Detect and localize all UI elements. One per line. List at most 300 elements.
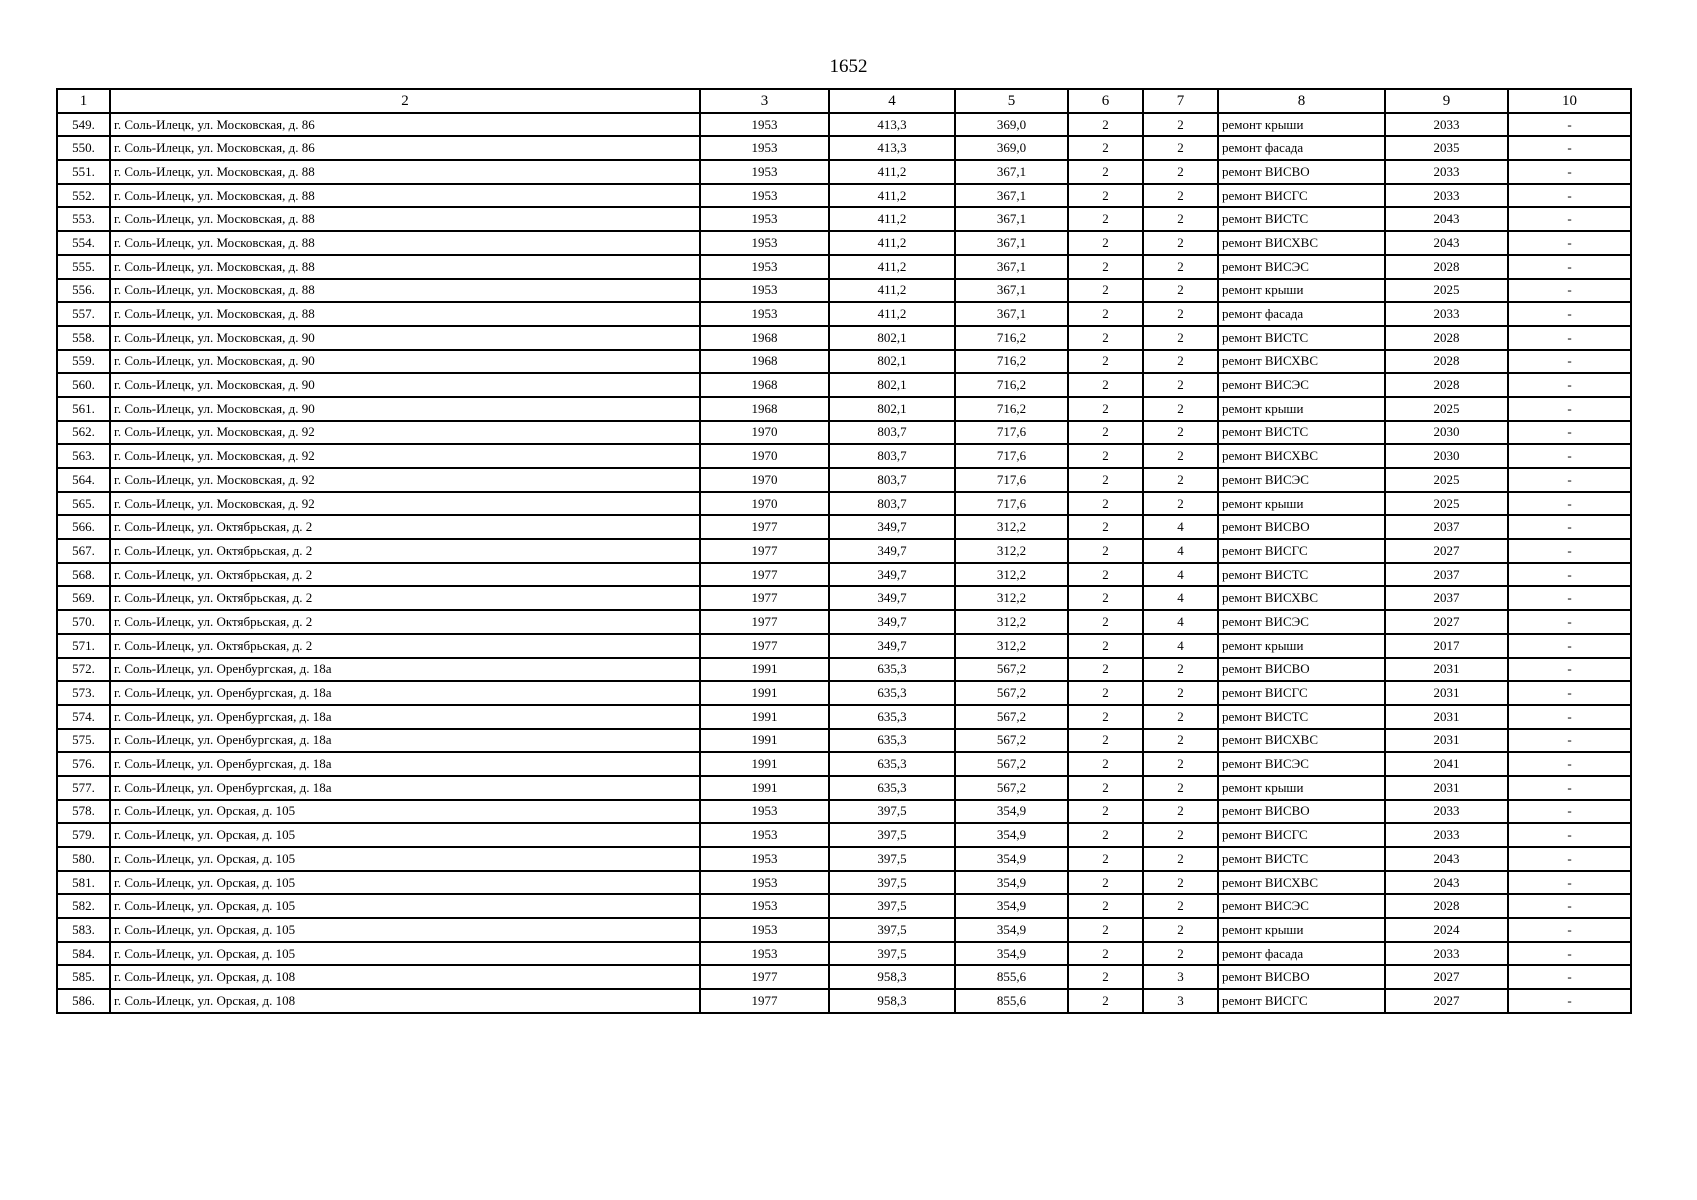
floors-cell: 2: [1068, 752, 1143, 776]
floors-cell: 2: [1068, 918, 1143, 942]
row-number-cell: 566.: [57, 515, 110, 539]
living-area-cell: 354,9: [955, 823, 1068, 847]
floors-cell: 2: [1068, 255, 1143, 279]
header-col-8: 8: [1218, 89, 1385, 113]
entrances-cell: 3: [1143, 989, 1218, 1013]
entrances-cell: 2: [1143, 302, 1218, 326]
note-cell: -: [1508, 918, 1631, 942]
work-type-cell: ремонт ВИСВО: [1218, 515, 1385, 539]
floors-cell: 2: [1068, 492, 1143, 516]
total-area-cell: 349,7: [829, 634, 955, 658]
header-col-6: 6: [1068, 89, 1143, 113]
year-built-cell: 1991: [700, 681, 829, 705]
year-built-cell: 1991: [700, 658, 829, 682]
year-built-cell: 1977: [700, 989, 829, 1013]
planned-year-cell: 2025: [1385, 279, 1508, 303]
total-area-cell: 349,7: [829, 586, 955, 610]
year-built-cell: 1953: [700, 847, 829, 871]
year-built-cell: 1953: [700, 871, 829, 895]
total-area-cell: 397,5: [829, 894, 955, 918]
living-area-cell: 567,2: [955, 776, 1068, 800]
row-number-cell: 549.: [57, 113, 110, 137]
living-area-cell: 567,2: [955, 752, 1068, 776]
note-cell: -: [1508, 515, 1631, 539]
table-row: [57, 729, 1631, 753]
address-cell: г. Соль-Илецк, ул. Орская, д. 105: [110, 823, 700, 847]
repair-schedule-table: [56, 88, 1632, 1014]
planned-year-cell: 2025: [1385, 492, 1508, 516]
table-row: [57, 421, 1631, 445]
floors-cell: 2: [1068, 942, 1143, 966]
living-area-cell: 367,1: [955, 160, 1068, 184]
address-cell: г. Соль-Илецк, ул. Московская, д. 86: [110, 136, 700, 160]
year-built-cell: 1953: [700, 942, 829, 966]
work-type-cell: ремонт крыши: [1218, 634, 1385, 658]
planned-year-cell: 2033: [1385, 160, 1508, 184]
total-area-cell: 411,2: [829, 231, 955, 255]
entrances-cell: 2: [1143, 871, 1218, 895]
planned-year-cell: 2030: [1385, 444, 1508, 468]
address-cell: г. Соль-Илецк, ул. Орская, д. 105: [110, 847, 700, 871]
floors-cell: 2: [1068, 586, 1143, 610]
note-cell: -: [1508, 350, 1631, 374]
living-area-cell: 312,2: [955, 586, 1068, 610]
work-type-cell: ремонт ВИСГС: [1218, 681, 1385, 705]
work-type-cell: ремонт ВИСХВС: [1218, 231, 1385, 255]
table-body: [57, 113, 1631, 1013]
total-area-cell: 635,3: [829, 705, 955, 729]
year-built-cell: 1991: [700, 776, 829, 800]
floors-cell: 2: [1068, 160, 1143, 184]
entrances-cell: 2: [1143, 894, 1218, 918]
row-number-cell: 555.: [57, 255, 110, 279]
floors-cell: 2: [1068, 231, 1143, 255]
table-row: [57, 160, 1631, 184]
address-cell: г. Соль-Илецк, ул. Октябрьская, д. 2: [110, 586, 700, 610]
table-row: [57, 965, 1631, 989]
year-built-cell: 1953: [700, 279, 829, 303]
note-cell: -: [1508, 563, 1631, 587]
address-cell: г. Соль-Илецк, ул. Московская, д. 90: [110, 397, 700, 421]
year-built-cell: 1977: [700, 965, 829, 989]
note-cell: -: [1508, 136, 1631, 160]
table-row: [57, 942, 1631, 966]
floors-cell: 2: [1068, 279, 1143, 303]
work-type-cell: ремонт крыши: [1218, 279, 1385, 303]
note-cell: -: [1508, 965, 1631, 989]
living-area-cell: 354,9: [955, 800, 1068, 824]
floors-cell: 2: [1068, 610, 1143, 634]
address-cell: г. Соль-Илецк, ул. Московская, д. 86: [110, 113, 700, 137]
living-area-cell: 716,2: [955, 350, 1068, 374]
living-area-cell: 717,6: [955, 444, 1068, 468]
table-row: [57, 302, 1631, 326]
living-area-cell: 716,2: [955, 326, 1068, 350]
row-number-cell: 568.: [57, 563, 110, 587]
total-area-cell: 349,7: [829, 563, 955, 587]
header-col-4: 4: [829, 89, 955, 113]
table-row: [57, 136, 1631, 160]
planned-year-cell: 2035: [1385, 136, 1508, 160]
table-row: [57, 468, 1631, 492]
total-area-cell: 802,1: [829, 350, 955, 374]
floors-cell: 2: [1068, 350, 1143, 374]
row-number-cell: 571.: [57, 634, 110, 658]
year-built-cell: 1968: [700, 373, 829, 397]
year-built-cell: 1968: [700, 326, 829, 350]
row-number-cell: 581.: [57, 871, 110, 895]
address-cell: г. Соль-Илецк, ул. Московская, д. 92: [110, 421, 700, 445]
table-row: [57, 800, 1631, 824]
note-cell: -: [1508, 634, 1631, 658]
row-number-cell: 586.: [57, 989, 110, 1013]
planned-year-cell: 2043: [1385, 207, 1508, 231]
living-area-cell: 354,9: [955, 894, 1068, 918]
entrances-cell: 2: [1143, 752, 1218, 776]
row-number-cell: 585.: [57, 965, 110, 989]
work-type-cell: ремонт ВИСХВС: [1218, 586, 1385, 610]
row-number-cell: 576.: [57, 752, 110, 776]
total-area-cell: 349,7: [829, 610, 955, 634]
living-area-cell: 354,9: [955, 918, 1068, 942]
total-area-cell: 411,2: [829, 207, 955, 231]
entrances-cell: 2: [1143, 207, 1218, 231]
total-area-cell: 413,3: [829, 113, 955, 137]
entrances-cell: 2: [1143, 492, 1218, 516]
year-built-cell: 1970: [700, 444, 829, 468]
planned-year-cell: 2031: [1385, 658, 1508, 682]
address-cell: г. Соль-Илецк, ул. Октябрьская, д. 2: [110, 634, 700, 658]
living-area-cell: 312,2: [955, 539, 1068, 563]
floors-cell: 2: [1068, 539, 1143, 563]
total-area-cell: 397,5: [829, 847, 955, 871]
table-row: [57, 326, 1631, 350]
entrances-cell: 4: [1143, 563, 1218, 587]
address-cell: г. Соль-Илецк, ул. Оренбургская, д. 18а: [110, 658, 700, 682]
floors-cell: 2: [1068, 800, 1143, 824]
planned-year-cell: 2037: [1385, 586, 1508, 610]
address-cell: г. Соль-Илецк, ул. Московская, д. 92: [110, 444, 700, 468]
total-area-cell: 635,3: [829, 681, 955, 705]
row-number-cell: 575.: [57, 729, 110, 753]
row-number-cell: 567.: [57, 539, 110, 563]
table-row: [57, 539, 1631, 563]
living-area-cell: 717,6: [955, 492, 1068, 516]
total-area-cell: 802,1: [829, 326, 955, 350]
address-cell: г. Соль-Илецк, ул. Московская, д. 88: [110, 302, 700, 326]
living-area-cell: 855,6: [955, 989, 1068, 1013]
note-cell: -: [1508, 752, 1631, 776]
entrances-cell: 2: [1143, 279, 1218, 303]
work-type-cell: ремонт ВИСХВС: [1218, 350, 1385, 374]
year-built-cell: 1953: [700, 207, 829, 231]
row-number-cell: 552.: [57, 184, 110, 208]
year-built-cell: 1953: [700, 184, 829, 208]
row-number-cell: 561.: [57, 397, 110, 421]
note-cell: -: [1508, 468, 1631, 492]
floors-cell: 2: [1068, 468, 1143, 492]
row-number-cell: 580.: [57, 847, 110, 871]
note-cell: -: [1508, 847, 1631, 871]
floors-cell: 2: [1068, 184, 1143, 208]
table-row: [57, 894, 1631, 918]
floors-cell: 2: [1068, 658, 1143, 682]
total-area-cell: 803,7: [829, 421, 955, 445]
total-area-cell: 635,3: [829, 752, 955, 776]
row-number-cell: 570.: [57, 610, 110, 634]
work-type-cell: ремонт ВИСГС: [1218, 184, 1385, 208]
note-cell: -: [1508, 207, 1631, 231]
row-number-cell: 584.: [57, 942, 110, 966]
note-cell: -: [1508, 397, 1631, 421]
floors-cell: 2: [1068, 302, 1143, 326]
year-built-cell: 1991: [700, 705, 829, 729]
planned-year-cell: 2043: [1385, 871, 1508, 895]
entrances-cell: 4: [1143, 610, 1218, 634]
year-built-cell: 1968: [700, 350, 829, 374]
address-cell: г. Соль-Илецк, ул. Оренбургская, д. 18а: [110, 752, 700, 776]
total-area-cell: 397,5: [829, 871, 955, 895]
row-number-cell: 565.: [57, 492, 110, 516]
year-built-cell: 1977: [700, 586, 829, 610]
address-cell: г. Соль-Илецк, ул. Октябрьская, д. 2: [110, 563, 700, 587]
year-built-cell: 1970: [700, 468, 829, 492]
floors-cell: 2: [1068, 776, 1143, 800]
entrances-cell: 2: [1143, 113, 1218, 137]
entrances-cell: 2: [1143, 231, 1218, 255]
entrances-cell: 2: [1143, 776, 1218, 800]
total-area-cell: 397,5: [829, 823, 955, 847]
planned-year-cell: 2017: [1385, 634, 1508, 658]
planned-year-cell: 2028: [1385, 373, 1508, 397]
row-number-cell: 579.: [57, 823, 110, 847]
note-cell: -: [1508, 326, 1631, 350]
address-cell: г. Соль-Илецк, ул. Московская, д. 90: [110, 373, 700, 397]
work-type-cell: ремонт ВИСЭС: [1218, 468, 1385, 492]
total-area-cell: 411,2: [829, 160, 955, 184]
planned-year-cell: 2033: [1385, 942, 1508, 966]
row-number-cell: 583.: [57, 918, 110, 942]
note-cell: -: [1508, 279, 1631, 303]
planned-year-cell: 2027: [1385, 965, 1508, 989]
table-row: [57, 113, 1631, 137]
note-cell: -: [1508, 729, 1631, 753]
floors-cell: 2: [1068, 207, 1143, 231]
address-cell: г. Соль-Илецк, ул. Московская, д. 90: [110, 326, 700, 350]
total-area-cell: 803,7: [829, 468, 955, 492]
living-area-cell: 717,6: [955, 421, 1068, 445]
work-type-cell: ремонт крыши: [1218, 776, 1385, 800]
year-built-cell: 1991: [700, 729, 829, 753]
table-row: [57, 634, 1631, 658]
planned-year-cell: 2031: [1385, 729, 1508, 753]
address-cell: г. Соль-Илецк, ул. Московская, д. 88: [110, 207, 700, 231]
planned-year-cell: 2028: [1385, 894, 1508, 918]
table-row: [57, 847, 1631, 871]
planned-year-cell: 2033: [1385, 823, 1508, 847]
header-col-2: 2: [110, 89, 700, 113]
header-col-1: 1: [57, 89, 110, 113]
note-cell: -: [1508, 871, 1631, 895]
row-number-cell: 557.: [57, 302, 110, 326]
table-row: [57, 823, 1631, 847]
table-row: [57, 918, 1631, 942]
planned-year-cell: 2037: [1385, 515, 1508, 539]
work-type-cell: ремонт крыши: [1218, 492, 1385, 516]
address-cell: г. Соль-Илецк, ул. Орская, д. 105: [110, 871, 700, 895]
table-row: [57, 207, 1631, 231]
note-cell: -: [1508, 231, 1631, 255]
entrances-cell: 2: [1143, 421, 1218, 445]
floors-cell: 2: [1068, 823, 1143, 847]
year-built-cell: 1953: [700, 231, 829, 255]
note-cell: -: [1508, 255, 1631, 279]
total-area-cell: 411,2: [829, 302, 955, 326]
year-built-cell: 1968: [700, 397, 829, 421]
table-row: [57, 492, 1631, 516]
address-cell: г. Соль-Илецк, ул. Орская, д. 108: [110, 989, 700, 1013]
address-cell: г. Соль-Илецк, ул. Оренбургская, д. 18а: [110, 705, 700, 729]
entrances-cell: 2: [1143, 184, 1218, 208]
row-number-cell: 578.: [57, 800, 110, 824]
floors-cell: 2: [1068, 965, 1143, 989]
year-built-cell: 1977: [700, 563, 829, 587]
total-area-cell: 411,2: [829, 279, 955, 303]
living-area-cell: 312,2: [955, 563, 1068, 587]
total-area-cell: 803,7: [829, 492, 955, 516]
table-row: [57, 705, 1631, 729]
row-number-cell: 562.: [57, 421, 110, 445]
living-area-cell: 312,2: [955, 610, 1068, 634]
work-type-cell: ремонт ВИСТС: [1218, 705, 1385, 729]
entrances-cell: 4: [1143, 634, 1218, 658]
living-area-cell: 717,6: [955, 468, 1068, 492]
floors-cell: 2: [1068, 634, 1143, 658]
work-type-cell: ремонт ВИСХВС: [1218, 444, 1385, 468]
address-cell: г. Соль-Илецк, ул. Октябрьская, д. 2: [110, 539, 700, 563]
floors-cell: 2: [1068, 705, 1143, 729]
entrances-cell: 2: [1143, 942, 1218, 966]
note-cell: -: [1508, 302, 1631, 326]
living-area-cell: 367,1: [955, 255, 1068, 279]
planned-year-cell: 2033: [1385, 800, 1508, 824]
address-cell: г. Соль-Илецк, ул. Орская, д. 108: [110, 965, 700, 989]
work-type-cell: ремонт ВИСХВС: [1218, 729, 1385, 753]
header-col-9: 9: [1385, 89, 1508, 113]
year-built-cell: 1953: [700, 160, 829, 184]
address-cell: г. Соль-Илецк, ул. Московская, д. 92: [110, 492, 700, 516]
floors-cell: 2: [1068, 515, 1143, 539]
table-row: [57, 776, 1631, 800]
work-type-cell: ремонт фасада: [1218, 302, 1385, 326]
living-area-cell: 567,2: [955, 729, 1068, 753]
entrances-cell: 3: [1143, 965, 1218, 989]
entrances-cell: 2: [1143, 918, 1218, 942]
address-cell: г. Соль-Илецк, ул. Орская, д. 105: [110, 800, 700, 824]
entrances-cell: 2: [1143, 468, 1218, 492]
address-cell: г. Соль-Илецк, ул. Октябрьская, д. 2: [110, 515, 700, 539]
planned-year-cell: 2030: [1385, 421, 1508, 445]
year-built-cell: 1977: [700, 634, 829, 658]
address-cell: г. Соль-Илецк, ул. Московская, д. 90: [110, 350, 700, 374]
living-area-cell: 367,1: [955, 302, 1068, 326]
total-area-cell: 802,1: [829, 397, 955, 421]
planned-year-cell: 2025: [1385, 397, 1508, 421]
table-row: [57, 184, 1631, 208]
header-col-3: 3: [700, 89, 829, 113]
entrances-cell: 2: [1143, 255, 1218, 279]
entrances-cell: 2: [1143, 326, 1218, 350]
floors-cell: 2: [1068, 326, 1143, 350]
address-cell: г. Соль-Илецк, ул. Московская, д. 88: [110, 279, 700, 303]
total-area-cell: 803,7: [829, 444, 955, 468]
address-cell: г. Соль-Илецк, ул. Орская, д. 105: [110, 942, 700, 966]
row-number-cell: 560.: [57, 373, 110, 397]
row-number-cell: 556.: [57, 279, 110, 303]
planned-year-cell: 2041: [1385, 752, 1508, 776]
entrances-cell: 2: [1143, 397, 1218, 421]
header-col-5: 5: [955, 89, 1068, 113]
table-row: [57, 989, 1631, 1013]
floors-cell: 2: [1068, 421, 1143, 445]
work-type-cell: ремонт ВИСТС: [1218, 207, 1385, 231]
year-built-cell: 1970: [700, 492, 829, 516]
floors-cell: 2: [1068, 397, 1143, 421]
work-type-cell: ремонт ВИСЭС: [1218, 373, 1385, 397]
entrances-cell: 4: [1143, 515, 1218, 539]
year-built-cell: 1977: [700, 539, 829, 563]
planned-year-cell: 2027: [1385, 989, 1508, 1013]
table-row: [57, 681, 1631, 705]
planned-year-cell: 2043: [1385, 231, 1508, 255]
table-row: [57, 279, 1631, 303]
planned-year-cell: 2033: [1385, 302, 1508, 326]
total-area-cell: 802,1: [829, 373, 955, 397]
note-cell: -: [1508, 823, 1631, 847]
living-area-cell: 354,9: [955, 942, 1068, 966]
work-type-cell: ремонт ВИСВО: [1218, 965, 1385, 989]
table-row: [57, 373, 1631, 397]
note-cell: -: [1508, 586, 1631, 610]
row-number-cell: 572.: [57, 658, 110, 682]
note-cell: -: [1508, 705, 1631, 729]
work-type-cell: ремонт ВИСВО: [1218, 800, 1385, 824]
entrances-cell: 2: [1143, 705, 1218, 729]
planned-year-cell: 2037: [1385, 563, 1508, 587]
work-type-cell: ремонт ВИСГС: [1218, 823, 1385, 847]
year-built-cell: 1953: [700, 823, 829, 847]
entrances-cell: 2: [1143, 847, 1218, 871]
note-cell: -: [1508, 658, 1631, 682]
floors-cell: 2: [1068, 847, 1143, 871]
floors-cell: 2: [1068, 894, 1143, 918]
table-row: [57, 752, 1631, 776]
table-row: [57, 871, 1631, 895]
living-area-cell: 716,2: [955, 373, 1068, 397]
work-type-cell: ремонт крыши: [1218, 918, 1385, 942]
total-area-cell: 958,3: [829, 989, 955, 1013]
entrances-cell: 2: [1143, 444, 1218, 468]
year-built-cell: 1953: [700, 136, 829, 160]
note-cell: -: [1508, 942, 1631, 966]
living-area-cell: 367,1: [955, 184, 1068, 208]
entrances-cell: 2: [1143, 823, 1218, 847]
year-built-cell: 1953: [700, 255, 829, 279]
address-cell: г. Соль-Илецк, ул. Оренбургская, д. 18а: [110, 776, 700, 800]
header-row: [57, 89, 1631, 113]
note-cell: -: [1508, 444, 1631, 468]
work-type-cell: ремонт ВИСЭС: [1218, 752, 1385, 776]
